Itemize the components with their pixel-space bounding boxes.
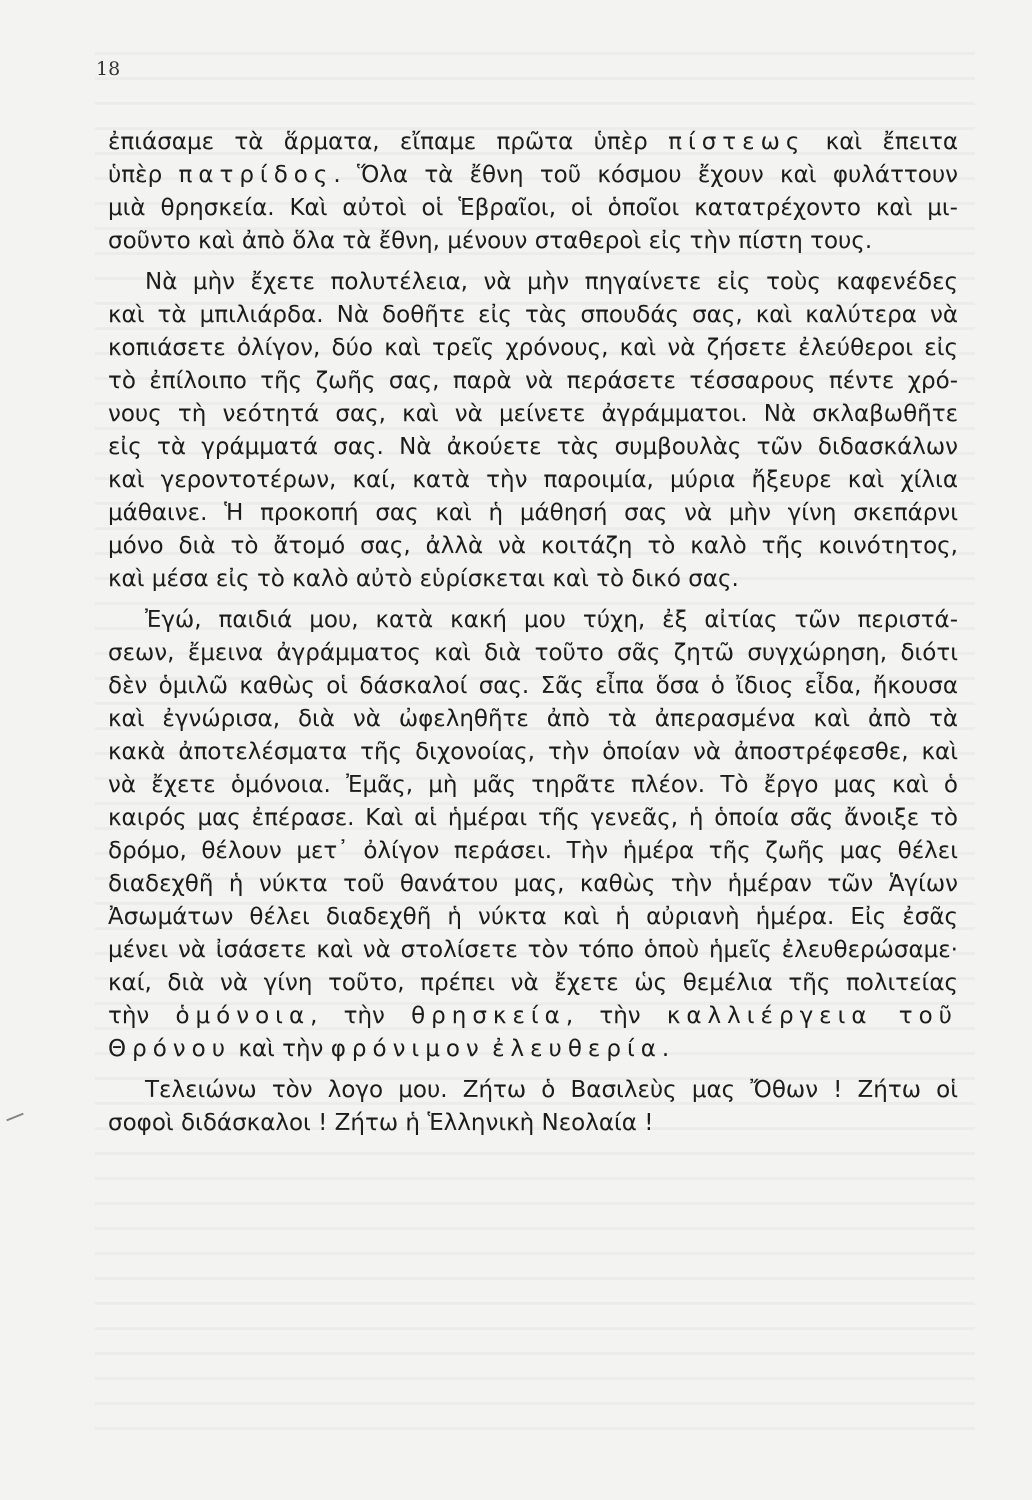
text-line: Τελειώνω τὸν λογο μου. Ζήτω ὁ Βασιλεὺς μας Ὄθων ! Ζήτω οἱ [145, 1077, 958, 1103]
text-fragment [485, 1036, 492, 1062]
text-line: νὰ ἔχετε ὁμόνοια. Ἐμᾶς, μὴ μᾶς τηρᾶτε πλέον. Τὸ ἔργο μας καὶ ὁ [108, 772, 958, 798]
text-line: Ἐγώ, παιδιά μου, κατὰ κακή μου τύχη, ἐξ αἰτίας τῶν περιστά- [145, 607, 958, 633]
text-line: δρόμο, θέλουν μετ᾽ ὀλίγον περάσει. Τὴν ἡμέρα τῆς ζωῆς μας θέλει [108, 838, 958, 864]
text-line [108, 127, 958, 157]
text-line: καὶ μέσα εἰς τὸ καλὸ αὐτὸ εὑρίσκεται καὶ τὸ δικό σας. [108, 566, 739, 592]
text-line: Νὰ μὴν ἔχετε πολυτέλεια, νὰ μὴν πηγαίνετε εἰς τοὺς καφενέδες [145, 269, 958, 295]
emphasis-spaced: θρησκεία [411, 1003, 566, 1029]
text-line [108, 160, 958, 190]
text-line [108, 1001, 958, 1031]
text-fragment: , τὴν [310, 1003, 412, 1029]
margin-mark [6, 1113, 23, 1122]
text-fragment [873, 1003, 899, 1029]
text-line: καὶ ἐγνώρισα, διὰ νὰ ὠφεληθῆτε ἀπὸ τὰ ἀπερασμένα καὶ ἀπὸ τὰ [108, 706, 958, 732]
emphasis-spaced: ἐλευθερία [492, 1036, 662, 1062]
text-fragment: . [661, 1036, 670, 1062]
page-number: 18 [96, 58, 121, 80]
text-line [108, 1034, 958, 1064]
emphasis-spaced: φρόνιμον [330, 1036, 485, 1062]
text-line: εἰς τὰ γράμματά σας. Νὰ ἀκούετε τὰς συμβουλὰς τῶν διδασκάλων [108, 434, 958, 460]
text-fragment: ἐπιάσαμε τὰ ἅρματα, εἴπαμε πρῶτα ὑπὲρ [108, 129, 669, 155]
text-line: σοφοὶ διδάσκαλοι ! Ζήτω ἡ Ἑλληνικὴ Νεολαία ! [108, 1110, 654, 1136]
text-line: Ἀσωμάτων θέλει διαδεχθῆ ἡ νύκτα καὶ ἡ αὐριανὴ ἡμέρα. Εἰς ἐσᾶς [108, 904, 958, 930]
text-fragment: καὶ ἔπειτα [805, 129, 959, 155]
emphasis-spaced: Θρόνου [108, 1036, 232, 1062]
text-line: καιρός μας ἐπέρασε. Καὶ αἱ ἡμέραι τῆς γενεᾶς, ἡ ὁποία σᾶς ἄνοιξε τὸ [108, 805, 958, 831]
emphasis-spaced: τοῦ [898, 1003, 958, 1029]
text-line: τὸ ἐπίλοιπο τῆς ζωῆς σας, παρὰ νὰ περάσετε τέσσαρους πέντε χρό- [108, 368, 958, 394]
text-line: καί, διὰ νὰ γίνη τοῦτο, πρέπει νὰ ἔχετε ὡς θεμέλια τῆς πολιτείας [108, 970, 958, 996]
text-fragment: τὴν [108, 1003, 176, 1029]
text-line: σεων, ἔμεινα ἀγράμματος καὶ διὰ τοῦτο σᾶς ζητῶ συγχώρηση, διότι [108, 640, 958, 666]
text-line: κοπιάσετε ὀλίγον, δύο καὶ τρεῖς χρόνους, καὶ νὰ ζήσετε ἐλεύθεροι εἰς [108, 335, 958, 361]
text-line: καὶ τὰ μπιλιάρδα. Νὰ δοθῆτε εἰς τὰς σπουδάς σας, καὶ καλύτερα νὰ [108, 302, 958, 328]
text-line: μιὰ θρησκεία. Καὶ αὐτοὶ οἱ Ἑβραῖοι, οἱ ὁποῖοι κατατρέχοντο καὶ μι- [108, 195, 958, 221]
text-line: νους τὴ νεότητά σας, καὶ νὰ μείνετε ἀγράμματοι. Νὰ σκλαβωθῆτε [108, 401, 958, 427]
text-fragment: , τὴν [565, 1003, 667, 1029]
text-fragment: καὶ τὴν [231, 1036, 331, 1062]
text-line: κακὰ ἀποτελέσματα τῆς διχονοίας, τὴν ὁποίαν νὰ ἀποστρέφεσθε, καὶ [108, 739, 958, 765]
emphasis-spaced: καλλιέργεια [666, 1003, 873, 1029]
text-fragment: ὑπὲρ [108, 162, 179, 188]
text-line: δὲν ὁμιλῶ καθὼς οἱ δάσκαλοί σας. Σᾶς εἶπα ὅσα ὁ ἴδιος εἶδα, ἤκουσα [108, 673, 958, 699]
text-line: σοῦντο καὶ ἀπὸ ὅλα τὰ ἔθνη, μένουν σταθεροὶ εἰς τὴν πίστη τους. [108, 228, 873, 254]
emphasis-spaced: πίστεως [668, 129, 806, 155]
text-line: μόνο διὰ τὸ ἄτομό σας, ἀλλὰ νὰ κοιτάζη τὸ καλὸ τῆς κοινότητος, [108, 533, 958, 559]
text-line: μάθαινε. Ἡ προκοπή σας καὶ ἡ μάθησή σας νὰ μὴν γίνη σκεπάρνι [108, 500, 958, 526]
text-line: καὶ γεροντοτέρων, καί, κατὰ τὴν παροιμία, μύρια ἤξευρε καὶ χίλια [108, 467, 958, 493]
emphasis-spaced: ὁμόνοια [175, 1003, 311, 1029]
text-fragment: . Ὅλα τὰ ἔθνη τοῦ κόσμου ἔχουν καὶ φυλάττουν [333, 162, 958, 188]
emphasis-spaced: πατρίδος [178, 162, 334, 188]
text-line: μένει νὰ ἰσάσετε καὶ νὰ στολίσετε τὸν τόπο ὁποὺ ἡμεῖς ἐλευθερώσαμε· [108, 937, 958, 963]
text-line: διαδεχθῆ ἡ νύκτα τοῦ θανάτου μας, καθὼς τὴν ἡμέραν τῶν Ἁγίων [108, 871, 958, 897]
